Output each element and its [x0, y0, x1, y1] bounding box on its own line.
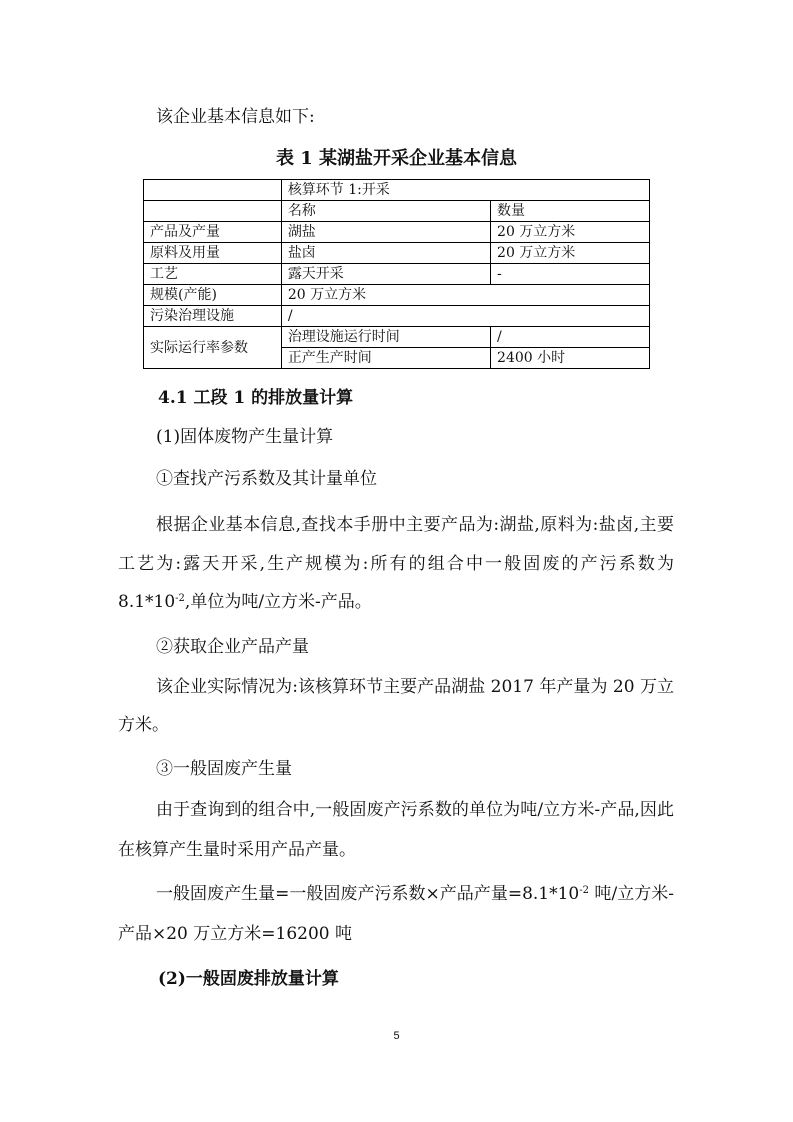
stage-cell: 核算环节 1:开采	[281, 180, 649, 201]
subheading-emission: (2)一般固废排放量计算	[158, 969, 339, 989]
table-row	[144, 180, 650, 201]
subheading-solid-waste: (1)固体废物产生量计算	[156, 427, 334, 447]
name-cell: 露天开采	[281, 264, 490, 285]
step2-paragraph: 该企业实际情况为:该核算环节主要产品湖盐 2017 年产量为 20 万立方米。	[118, 677, 674, 735]
table-title: 表 1 某湖盐开采企业基本信息	[275, 148, 518, 169]
row-label-cell: 产品及产量	[144, 222, 282, 243]
basic-info-table	[143, 179, 650, 369]
row-label-cell: 污染治理设施	[144, 306, 282, 327]
formula-text-a: 一般固废产生量=一般固废产污系数×产品产量=8.1*10	[156, 884, 580, 904]
formula-text-b: 吨/立方米-产品×20 万立方米=16200 吨	[118, 884, 674, 944]
name-cell: 湖盐	[281, 222, 490, 243]
quantity-cell: /	[491, 327, 650, 348]
table-row	[144, 243, 650, 264]
page-number: 5	[393, 1030, 400, 1042]
table-row	[144, 285, 650, 306]
quantity-cell: 2400 小时	[491, 348, 650, 369]
row-label-cell: 原料及用量	[144, 243, 282, 264]
step1-title: ①查找产污系数及其计量单位	[156, 469, 377, 489]
row-label-cell: 规模(产能)	[144, 285, 282, 306]
value-cell: /	[281, 306, 649, 327]
value-cell: 20 万立方米	[281, 285, 649, 306]
table-row	[144, 327, 650, 348]
step1-paragraph	[118, 506, 674, 622]
step3-title: ③一般固废产生量	[156, 759, 292, 779]
name-cell: 盐卤	[281, 243, 490, 264]
name-cell: 正产生产时间	[281, 348, 490, 369]
row-label-cell: 实际运行率参数	[144, 327, 282, 369]
table-row	[144, 306, 650, 327]
quantity-cell: 20 万立方米	[491, 243, 650, 264]
name-cell: 治理设施运行时间	[281, 327, 490, 348]
section-heading: 4.1 工段 1 的排放量计算	[158, 388, 354, 408]
step3-paragraph: 由于查询到的组合中,一般固废产污系数的单位为吨/立方米-产品,因此在核算产生量时采用产品产量。	[118, 800, 674, 860]
formula-paragraph	[118, 874, 674, 954]
quantity-cell: -	[491, 264, 650, 285]
step2-title: ②获取企业产品产量	[156, 637, 309, 657]
table-row	[144, 264, 650, 285]
step1-text-a: 根据企业基本信息,查找本手册中主要产品为:湖盐,原料为:盐卤,主要工艺为:露天开采,生产规模为:所有的组合中一般固废的产污系数为 8.1*10	[118, 515, 674, 612]
empty-cell	[144, 201, 282, 222]
quantity-cell: 20 万立方米	[491, 222, 650, 243]
empty-cell	[144, 180, 282, 201]
header-name-cell: 名称	[281, 201, 490, 222]
row-label-cell: 工艺	[144, 264, 282, 285]
step1-text-b: ,单位为吨/立方米-产品。	[184, 592, 372, 612]
exponent: -2	[579, 885, 590, 896]
header-quantity-cell: 数量	[491, 201, 650, 222]
table-row	[144, 222, 650, 243]
exponent: -2	[175, 593, 185, 604]
table-row	[144, 201, 650, 222]
intro-text: 该企业基本信息如下:	[156, 107, 315, 127]
